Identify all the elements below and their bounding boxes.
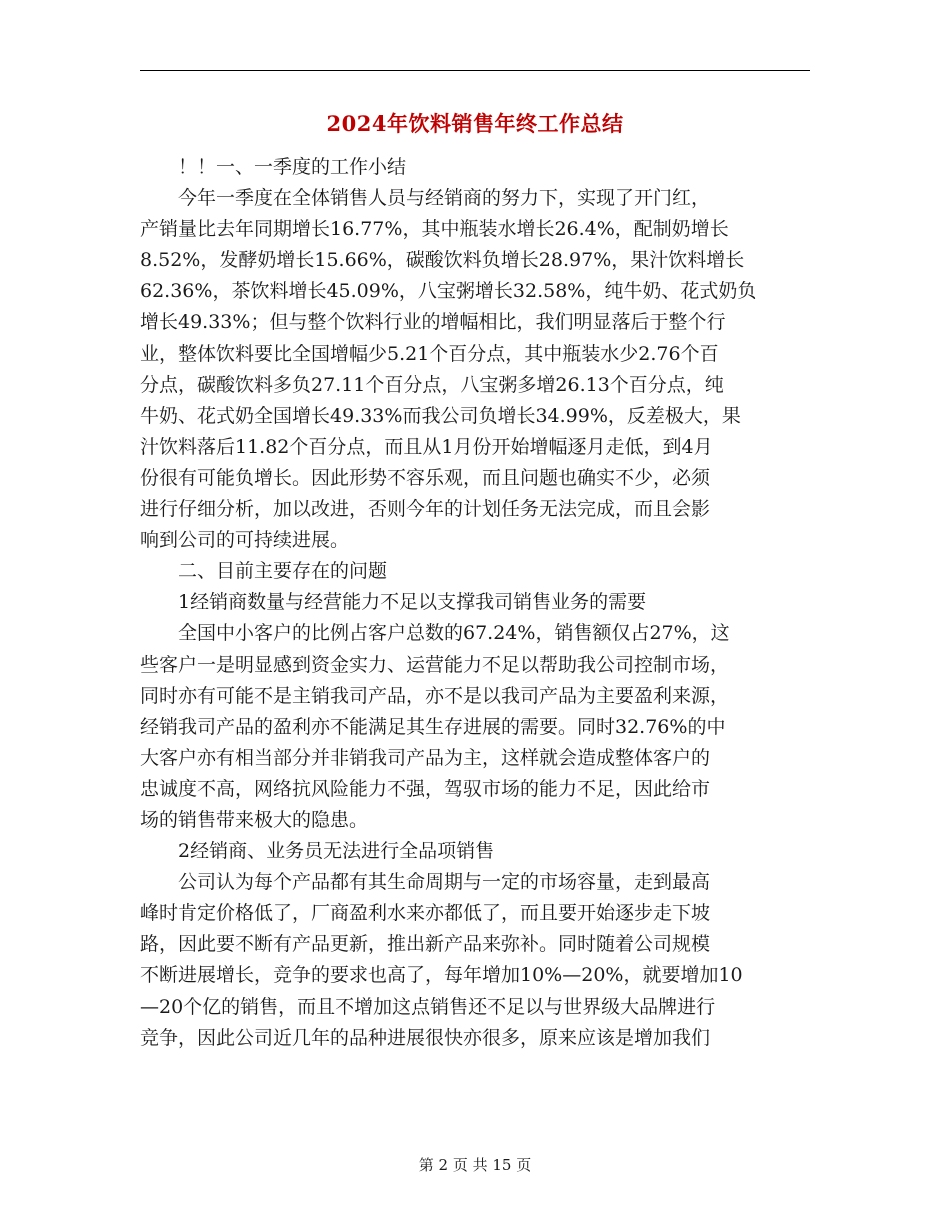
text-line: 62.36%，茶饮料增长45.09%，八宝粥增长32.58%，纯牛奶、花式奶负 — [140, 280, 757, 303]
text-line: 进行仔细分析，加以改进，否则今年的计划任务无法完成，而且会影 — [140, 498, 711, 521]
text-line: 些客户一是明显感到资金实力、运营能力不足以帮助我公司控制市场， — [140, 653, 730, 676]
text-line: 大客户亦有相当部分并非销我司产品为主，这样就会造成整体客户的 — [140, 746, 711, 769]
text-line: 二、目前主要存在的问题 — [140, 560, 388, 583]
text-line: 不断进展增长，竞争的要求也高了，每年增加10%—20%，就要增加10 — [140, 964, 743, 987]
text-line: 产销量比去年同期增长16.77%，其中瓶装水增长26.4%，配制奶增长 — [140, 218, 729, 241]
text-line: 经销我司产品的盈利亦不能满足其生存进展的需要。同时32.76%的中 — [140, 715, 726, 738]
text-line: 2经销商、业务员无法进行全品项销售 — [140, 840, 495, 863]
text-line: 分点，碳酸饮料多负27.11个百分点，八宝粥多增26.13个百分点，纯 — [140, 373, 724, 396]
text-line: 公司认为每个产品都有其生命周期与一定的市场容量，走到最高 — [140, 871, 711, 894]
text-line: 业，整体饮料要比全国增幅少5.21个百分点，其中瓶装水少2.76个百 — [140, 342, 719, 365]
text-line: 1经销商数量与经营能力不足以支撑我司销售业务的需要 — [140, 591, 647, 614]
text-line: 8.52%，发酵奶增长15.66%，碳酸饮料负增长28.97%，果汁饮料增长 — [140, 249, 745, 272]
text-line: 路，因此要不断有产品更新，推出新产品来弥补。同时随着公司规模 — [140, 933, 711, 956]
text-line: 同时亦有可能不是主销我司产品，亦不是以我司产品为主要盈利来源， — [140, 684, 730, 707]
text-line: 忠诚度不高，网络抗风险能力不强，驾驭市场的能力不足，因此给市 — [140, 777, 711, 800]
text-line: —20个亿的销售，而且不增加这点销售还不足以与世界级大品牌进行 — [140, 995, 716, 1018]
text-line: 今年一季度在全体销售人员与经销商的努力下，实现了开门红， — [140, 187, 711, 210]
page-number: 第 2 页 共 15 页 — [418, 1156, 532, 1174]
text-line: 全国中小客户的比例占客户总数的67.24%，销售额仅占27%，这 — [140, 622, 730, 645]
document-body — [140, 152, 810, 1054]
text-line: 牛奶、花式奶全国增长49.33%而我公司负增长34.99%，反差极大，果 — [140, 404, 741, 427]
text-line: 峰时肯定价格低了，厂商盈利水来亦都低了，而且要开始逐步走下坡 — [140, 902, 711, 925]
document-title: 2024年饮料销售年终工作总结 — [326, 111, 624, 136]
text-line: 响到公司的可持续进展。 — [140, 529, 350, 552]
text-line: 汁饮料落后11.82个百分点，而且从1月份开始增幅逐月走低，到4月 — [140, 435, 713, 458]
text-line: 份很有可能负增长。因此形势不容乐观，而且问题也确实不少，必须 — [140, 466, 711, 489]
text-line: 场的销售带来极大的隐患。 — [140, 808, 369, 831]
header-rule — [140, 70, 810, 71]
text-line: 竞争，因此公司近几年的品种进展很快亦很多，原来应该是增加我们 — [140, 1026, 711, 1049]
text-line: ！！一、一季度的工作小结 — [140, 156, 407, 178]
text-line: 增长49.33%；但与整个饮料行业的增幅相比，我们明显落后于整个行 — [140, 311, 726, 334]
